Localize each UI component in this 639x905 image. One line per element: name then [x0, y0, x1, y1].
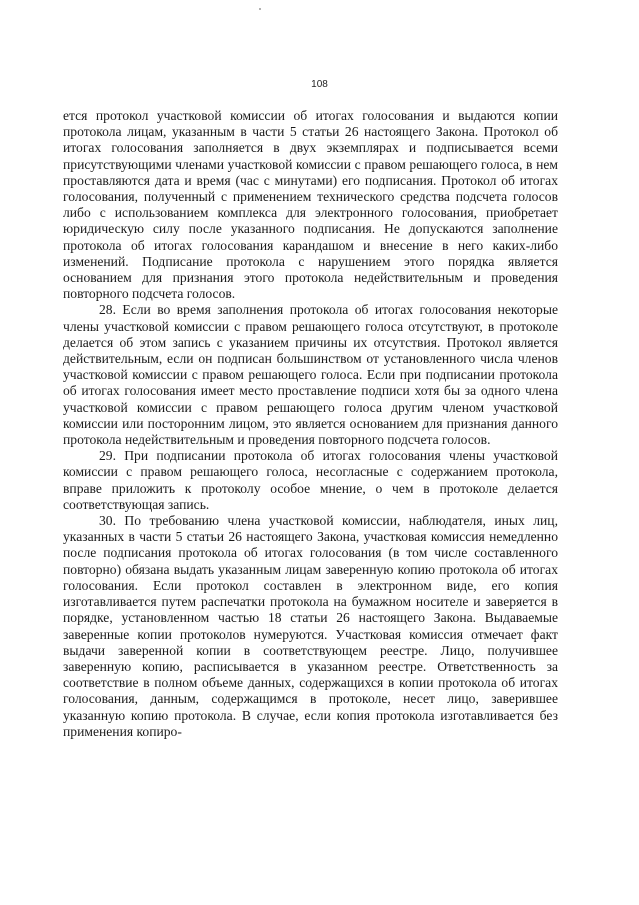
paragraph-item-30: 30. По требованию члена участковой комиссии, наблюдателя, иных лиц, указанных в части 5 статьи 26 настоящего Закона, участковая комиссия немедленно после подписания протокола об итогах голосования (в том числе составленного повторно) обязана выдать указанным лицам заверенную копию протокола об итогах голосования. Если протокол составлен в электронном виде, его копия изготавливается путем распечатки протокола на бумажном носителе и заверяется в порядке, установленном частью 18 статьи 26 настоящего Закона. Выдаваемые заверенные копии протоколов нумеруются. Участковая комиссия отмечает факт выдачи заверенной копии в соответствующем реестре. Лицо, получившее заверенную копию, расписывается в указанном реестре. Ответственность за соответствие в полном объеме данных, содержащихся в копии протокола об итогах голосования, данным, содержащимся в протоколе, несет лицо, заверившее указанную копию протокола. В случае, если копия протокола изготавливается без применения копиро- — [63, 513, 558, 739]
paragraph-item-29: 29. При подписании протокола об итогах голосования члены участковой комиссии с правом решающего голоса, несогласные с содержанием протокола, вправе приложить к протоколу особое мнение, о чем в протоколе делается соответствующая запись. — [63, 448, 558, 512]
document-body — [63, 108, 558, 740]
paragraph-item-28: 28. Если во время заполнения протокола об итогах голосования некоторые члены участковой комиссии с правом решающего голоса отсутствуют, в протоколе делается об этом запись с указанием причины их отсутствия. Протокол является действительным, если он подписан большинством от установленного числа членов участковой комиссии с правом решающего голоса. Если при подписании протокола об итогах голосования имеет место проставление подписи хотя бы за одного члена участковой комиссии с правом решающего голоса другим членом участковой комиссии или посторонним лицом, это является основанием для признания данного протокола недействительным и проведения повторного подсчета голосов. — [63, 302, 558, 448]
page-number: 108 — [311, 79, 328, 90]
paragraph-continuation: ется протокол участковой комиссии об итогах голосования и выдаются копии протокола лицам, указанным в части 5 статьи 26 настоящего Закона. Протокол об итогах голосования заполняется в двух экземплярах и подписывается всеми присутствующими членами участковой комиссии с правом решающего голоса, в нем проставляются дата и время (час с минутами) его подписания. Протокол об итогах голосования, полученный с применением технического средства подсчета голосов либо с использованием комплекса для электронного голосования, приобретает юридическую силу после указанного подписания. Не допускаются заполнение протокола об итогах голосования карандашом и внесение в него каких-либо изменений. Подписание протокола с нарушением этого порядка является основанием для признания этого протокола недействительным и проведения повторного подсчета голосов. — [63, 108, 558, 302]
scan-speck — [259, 8, 261, 10]
